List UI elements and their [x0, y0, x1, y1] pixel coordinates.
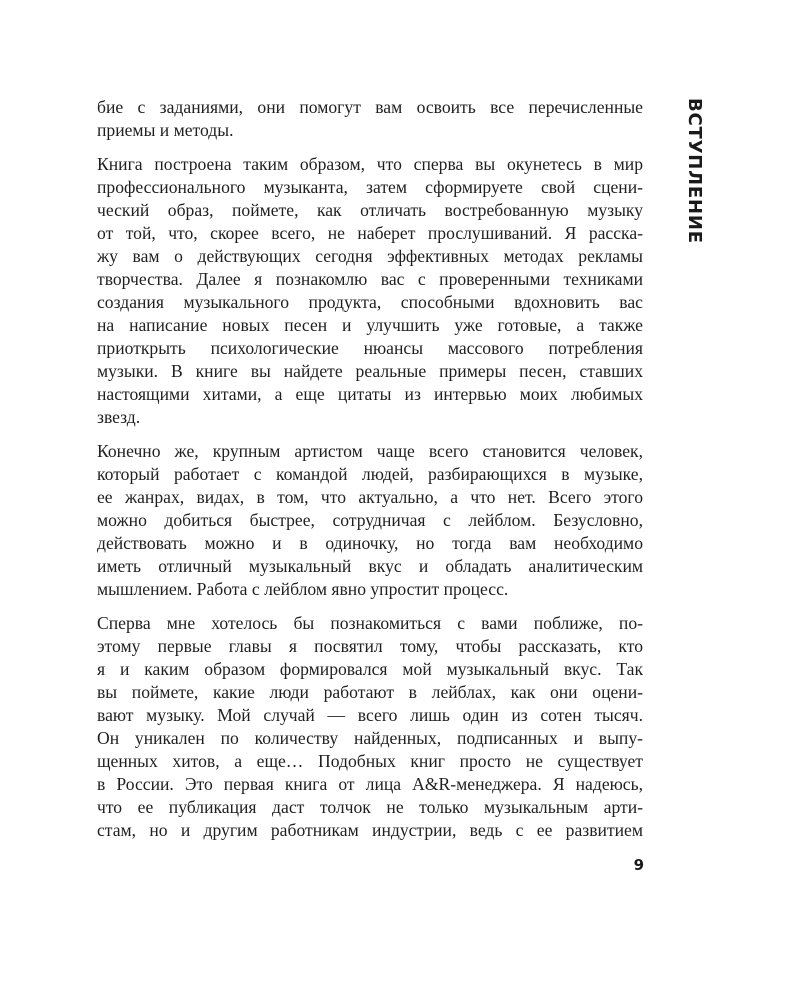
paragraph-3 — [97, 440, 643, 601]
text-line: можно добиться быстрее, сотрудничая с лейблом. Безусловно, — [97, 510, 643, 530]
text-line: щенных хитов, а еще… Подобных книг просто не существует — [97, 751, 643, 771]
text-line: в России. Это первая книга от лица A&R-менеджера. Я надеюсь, — [97, 774, 643, 794]
text-line: звезд. — [97, 407, 141, 427]
text-line: бие с заданиями, они помогут вам освоить все перечисленные — [97, 97, 643, 117]
running-section-header — [665, 98, 705, 244]
text-line: Книга построена таким образом, что сперва вы окунетесь в мир — [97, 154, 643, 174]
text-line: музыки. В книге вы найдете реальные примеры песен, ставших — [97, 361, 643, 381]
text-line: создания музыкального продукта, способными вдохновить вас — [97, 292, 643, 312]
text-line: действовать можно и в одиночку, но тогда вам необходимо — [97, 533, 643, 553]
text-line: иметь отличный музыкальный вкус и обладать аналитическим — [97, 556, 643, 576]
text-line: который работает с командой людей, разбирающихся в музыке, — [97, 464, 643, 484]
body-text — [97, 96, 643, 853]
text-line: творчества. Далее я познакомлю вас с проверенными техниками — [97, 269, 643, 289]
text-line: мышлением. Работа с лейблом явно упростит процесс. — [97, 579, 509, 599]
text-line: приоткрыть психологические нюансы массового потребления — [97, 338, 643, 358]
section-header-label: ВСТУПЛЕНИЕ — [684, 98, 705, 244]
text-line: что ее публикация даст толчок не только музыкальным арти- — [97, 797, 643, 817]
text-line: на написание новых песен и улучшить уже готовые, а также — [97, 315, 643, 335]
text-line: Сперва мне хотелось бы познакомиться с вами поближе, по- — [97, 613, 643, 633]
text-line: Он уникален по количеству найденных, подписанных и выпу- — [97, 728, 643, 748]
text-line: приемы и методы. — [97, 120, 234, 140]
text-line: ее жанрах, видах, в том, что актуально, а что нет. Всего этого — [97, 487, 643, 507]
text-line: стам, но и другим работникам индустрии, ведь с ее развитием — [97, 820, 643, 840]
paragraph-4 — [97, 612, 643, 842]
text-line: вают музыку. Мой случай — всего лишь один из сотен тысяч. — [97, 705, 643, 725]
text-line: вы поймете, какие люди работают в лейблах, как они оцени- — [97, 682, 643, 702]
text-line: от той, что, скорее всего, не наберет прослушиваний. Я расска- — [97, 223, 643, 243]
text-line: этому первые главы я посвятил тому, чтобы рассказать, кто — [97, 636, 643, 656]
text-line: я и каким образом формировался мой музыкальный вкус. Так — [97, 659, 643, 679]
text-line: профессионального музыканта, затем сформируете свой сцени- — [97, 177, 643, 197]
paragraph-2 — [97, 153, 643, 429]
text-line: жу вам о действующих сегодня эффективных методах рекламы — [97, 246, 643, 266]
paragraph-1 — [97, 96, 643, 142]
text-line: Конечно же, крупным артистом чаще всего становится человек, — [97, 441, 643, 461]
text-line: ческий образ, поймете, как отличать востребованную музыку — [97, 200, 643, 220]
text-line: настоящими хитами, а еще цитаты из интервью моих любимых — [97, 384, 643, 404]
page-number: 9 — [633, 856, 644, 874]
